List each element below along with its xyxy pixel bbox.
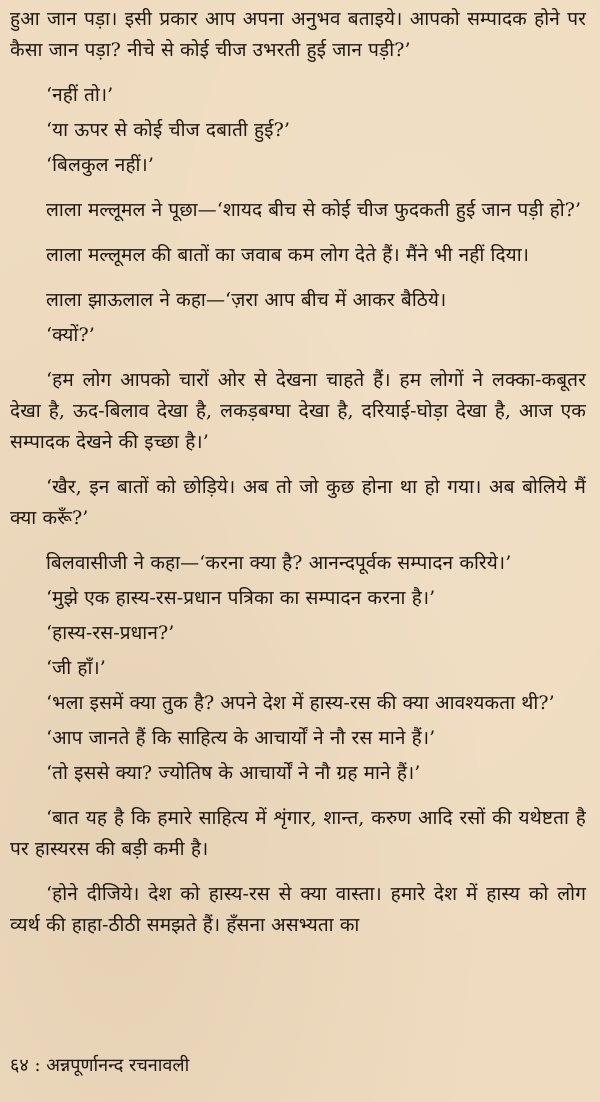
paragraph-dialogue: ‘तो इससे क्या? ज्योतिष के आचार्यों ने नौ ग्रह माने हैं।’: [46, 762, 421, 784]
paragraph-dialogue: ‘हास्य-रस-प्रधान?’: [46, 622, 175, 644]
paragraph-dialogue: ‘क्यों?’: [46, 324, 95, 346]
page-footer: ६४ : अन्नपूर्णानन्द रचनावली: [10, 1055, 190, 1076]
paragraph-dialogue: ‘होने दीजिये। देश को हास्य-रस से क्या वास्ता। हमारे देश में हास्य को लोग व्यर्थ की हाहा-ठीठी समझते हैं। हँसना असभ्यता का: [10, 883, 586, 936]
paragraph-dialogue: ‘आप जानते हैं कि साहित्य के आचार्यों ने नौ रस माने हैं।’: [46, 727, 436, 749]
paragraph-dialogue: ‘जी हाँ।’: [46, 657, 106, 679]
paragraph-dialogue: ‘खैर, इन बातों को छोड़िये। अब तो जो कुछ होना था हो गया। अब बोलिये मैं क्या करूँ?’: [10, 476, 586, 529]
paragraph-dialogue: ‘हम लोग आपको चारों ओर से देखना चाहते हैं। हम लोगों ने लक्का-कबूतर देखा है, ऊद-बिलाव देखा है, लकड़बग्घा देखा है, दरियाई-घोड़ा देखा है, आज एक सम्पादक देखने की इच्छा है।’: [10, 369, 586, 453]
paragraph-continuation: हुआ जान पड़ा। इसी प्रकार आप अपना अनुभव बताइये। आपको सम्पादक होने पर कैसा जान पड़ा? नीचे से कोई चीज उभरती हुई जान पड़ी?’: [10, 8, 586, 61]
paragraph-narration: लाला मल्लूमल ने पूछा—‘शायद बीच से कोई चीज फुदकती हुई जान पड़ी हो?’: [46, 199, 582, 221]
paragraph-narration: लाला झाऊलाल ने कहा—‘ज़रा आप बीच में आकर बैठिये।: [46, 289, 447, 311]
paragraph-narration: बिलवासीजी ने कहा—‘करना क्या है? आनन्दपूर्वक सम्पादन करिये।’: [46, 552, 512, 574]
paragraph-dialogue: ‘मुझे एक हास्य-रस-प्रधान पत्रिका का सम्पादन करना है।’: [46, 587, 436, 609]
paragraph-dialogue: ‘बिलकुल नहीं।’: [46, 154, 155, 176]
paragraph-dialogue: ‘या ऊपर से कोई चीज दबाती हुई?’: [46, 119, 291, 141]
paragraph-dialogue: ‘बात यह है कि हमारे साहित्य में शृंगार, शान्त, करुण आदि रसों की यथेष्टता है पर हास्यरस की बड़ी कमी है।: [10, 807, 586, 860]
paragraph-dialogue: ‘भला इसमें क्या तुक है? अपने देश में हास्य-रस की क्या आवश्यकता थी?’: [46, 692, 555, 714]
paragraph-dialogue: ‘नहीं तो।’: [46, 84, 114, 106]
paragraph-narration: लाला मल्लूमल की बातों का जवाब कम लोग देते हैं। मैंने भी नहीं दिया।: [46, 244, 530, 266]
